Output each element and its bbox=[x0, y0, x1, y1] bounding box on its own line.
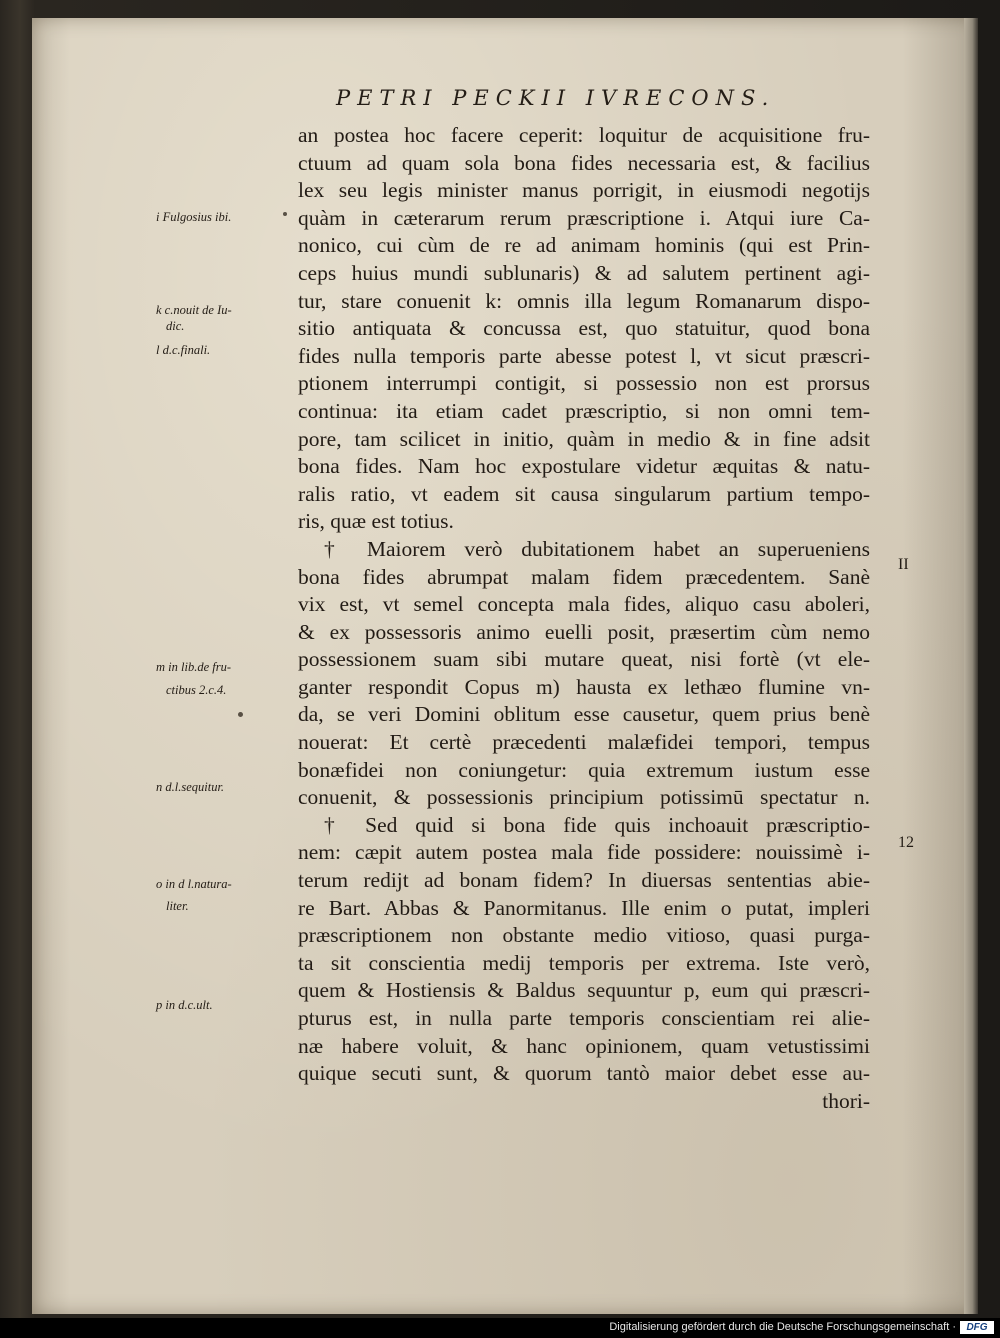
footer-credit: Digitalisierung gefördert durch die Deutsche Forschungsgemeinschaft · bbox=[609, 1321, 956, 1333]
text-line: terum redijt ad bonam fidem? In diuersas sententias abie- bbox=[298, 868, 870, 893]
text-line: quàm in cæterarum rerum præscriptione i. Atqui iure Ca- bbox=[298, 205, 870, 230]
text-line: ceps huius mundi sublunaris) & ad salutem pertinent agi- bbox=[298, 260, 870, 285]
margin-note-l: l d.c.finali. bbox=[156, 343, 211, 357]
text-line: ris, quæ est totius. bbox=[298, 509, 454, 534]
ink-blot bbox=[238, 712, 243, 717]
digitization-footer bbox=[0, 1318, 1000, 1338]
text-line: quique secuti sunt, & quorum tantò maior debet esse au- bbox=[298, 1061, 870, 1086]
text-line: continua: ita etiam cadet præscriptio, si non omni tem- bbox=[298, 398, 870, 423]
text-line: næ habere voluit, & hanc opinionem, quam vetustissimi bbox=[298, 1033, 870, 1058]
text-line: bona fides. Nam hoc expostulare videtur æquitas & natu- bbox=[298, 454, 870, 479]
text-line: fides nulla temporis parte abesse potest l, vt sicut præscri- bbox=[298, 343, 870, 368]
margin-note-o-cont: liter. bbox=[166, 899, 189, 913]
section-number-12: 12 bbox=[898, 834, 914, 851]
margin-note-n: n d.l.sequitur. bbox=[156, 780, 225, 794]
text-line: ta sit conscientia medij temporis per extrema. Iste verò, bbox=[298, 950, 870, 975]
text-line: pturus est, in nulla parte temporis conscientiam rei alie- bbox=[298, 1006, 870, 1030]
running-head: PETRI PECKII IVRECONS. bbox=[336, 86, 776, 110]
text-line: da, se veri Domini oblitum esse causetur, quem prius benè bbox=[298, 702, 870, 727]
section-number-11: II bbox=[898, 556, 909, 573]
text-line: possessionem suam sibi mutare queat, nisi fortè (vt ele- bbox=[298, 647, 870, 672]
text-line: præscriptionem non obstante medio vitioso, quasi purga- bbox=[298, 923, 870, 948]
text-line: vix est, vt semel concepta mala fides, aliquo casu aboleri, bbox=[298, 592, 870, 617]
page-edge bbox=[964, 18, 978, 1314]
margin-note-k-cont: dic. bbox=[166, 319, 185, 333]
margin-note-p: p in d.c.ult. bbox=[156, 998, 213, 1012]
text-line: pore, tam scilicet in initio, quàm in medio & in fine adsit bbox=[298, 426, 870, 451]
text-line: ralis ratio, vt eadem sit causa singularum partium tempo- bbox=[298, 481, 870, 506]
body-text bbox=[268, 122, 870, 1115]
text-line: † Maiorem verò dubitationem habet an superueniens bbox=[324, 536, 870, 561]
text-line: quem & Hostiensis & Baldus sequuntur p, eum qui præscri- bbox=[298, 978, 870, 1003]
text-line: nouerat: Et certè præcedenti malæfidei tempori, tempus bbox=[298, 730, 870, 755]
text-line: ctuum ad quam sola bona fides necessaria est, & facilius bbox=[298, 150, 870, 175]
catchword: thori- bbox=[822, 1088, 870, 1113]
text-line: nonico, cui cùm de re ad animam hominis (qui est Prin- bbox=[298, 233, 870, 258]
text-line: & ex possessoris animo euelli posit, præsertim cùm nemo bbox=[298, 619, 870, 644]
dfg-logo: DFG bbox=[960, 1321, 994, 1334]
margin-note-o: o in d l.natura- bbox=[156, 877, 232, 891]
margin-note-i: i Fulgosius ibi. bbox=[156, 210, 232, 224]
margin-note-k: k c.nouit de Iu- bbox=[156, 303, 232, 317]
text-line: sitio antiquata & concussa est, quo statuitur, quod bona bbox=[298, 316, 870, 341]
text-line: ptionem interrumpi contigit, si possessio non est prorsus bbox=[298, 371, 870, 396]
text-line: bonæfidei non coniungetur: quia extremum iustum esse bbox=[298, 757, 870, 782]
text-line: bona fides abrumpat malam fidem præcedentem. Sanè bbox=[298, 564, 870, 589]
text-line: tur, stare conuenit k: omnis illa legum Romanarum dispo- bbox=[298, 288, 870, 313]
text-line: ganter respondit Copus m) hausta ex lethæo flumine vn- bbox=[298, 674, 870, 699]
text-line: re Bart. Abbas & Panormitanus. Ille enim o putat, impleri bbox=[298, 895, 870, 920]
text-line: nem: cæpit autem postea mala fide possidere: nouissimè i- bbox=[298, 840, 870, 865]
text-line: lex seu legis minister manus porrigit, in eiusmodi negotijs bbox=[298, 178, 870, 203]
text-line: † Sed quid si bona fide quis inchoauit præscriptio- bbox=[324, 812, 870, 837]
text-line: an postea hoc facere ceperit: loquitur de acquisitione fru- bbox=[298, 123, 870, 147]
text-line: conuenit, & possessionis principium potissimū spectatur n. bbox=[298, 785, 870, 810]
margin-note-m-cont: ctibus 2.c.4. bbox=[166, 683, 227, 697]
margin-note-m: m in lib.de fru- bbox=[156, 660, 231, 674]
